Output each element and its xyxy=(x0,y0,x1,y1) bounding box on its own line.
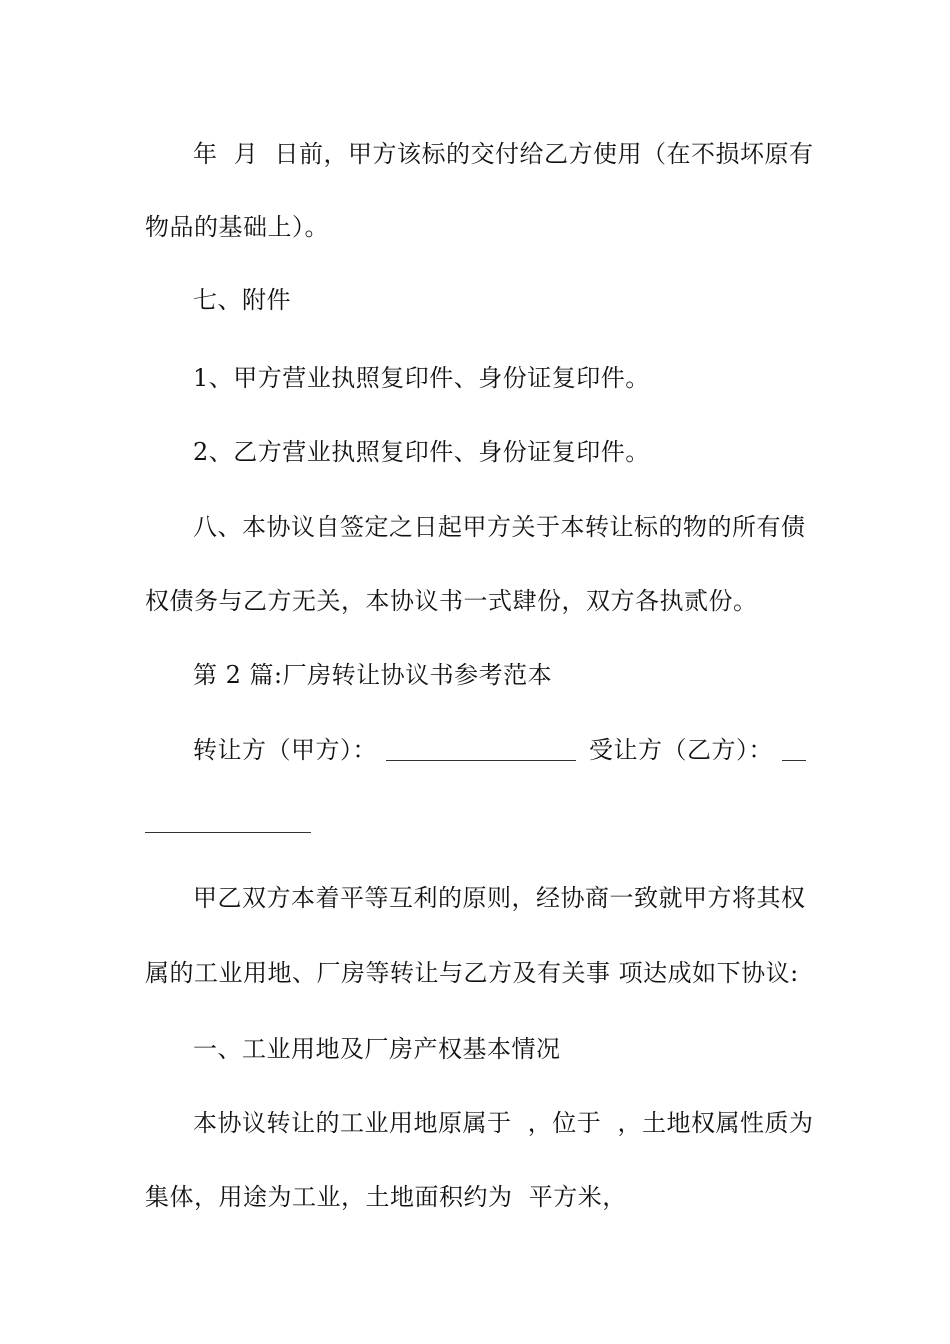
paragraph-line: 本协议转让的工业用地原属于 ，位于 ，土地权属性质为 xyxy=(193,1109,814,1137)
paragraph-line: 物品的基础上）。 xyxy=(145,213,329,241)
list-item: 2、乙方营业执照复印件、身份证复印件。 xyxy=(193,438,650,466)
paragraph-line: 属的工业用地、厂房等转让与乙方及有关事 项达成如下协议: xyxy=(145,959,799,987)
transferor-label: 转让方（甲方）： xyxy=(193,736,377,764)
section-heading: 一、工业用地及厂房产权基本情况 xyxy=(193,1035,561,1063)
list-item: 1、甲方营业执照复印件、身份证复印件。 xyxy=(193,364,650,392)
article-title: 第 2 篇:厂房转让协议书参考范本 xyxy=(193,661,553,689)
paragraph-line: 集体，用途为工业，土地面积约为 平方米， xyxy=(145,1183,627,1211)
section-heading: 七、附件 xyxy=(193,286,291,314)
paragraph-line: 年 月 日前，甲方该标的交付给乙方使用（在不损坏原有 xyxy=(193,140,814,168)
transferor-blank xyxy=(386,760,576,761)
transferee-blank-continued xyxy=(145,832,311,833)
transferee-blank xyxy=(782,760,806,761)
paragraph-line: 权债务与乙方无关，本协议书一式肆份，双方各执贰份。 xyxy=(145,587,758,615)
transferee-label: 受让方（乙方）： xyxy=(589,736,773,764)
paragraph-line: 八、本协议自签定之日起甲方关于本转让标的物的所有债 xyxy=(193,513,806,541)
paragraph-line: 甲乙双方本着平等互利的原则，经协商一致就甲方将其权 xyxy=(193,884,806,912)
